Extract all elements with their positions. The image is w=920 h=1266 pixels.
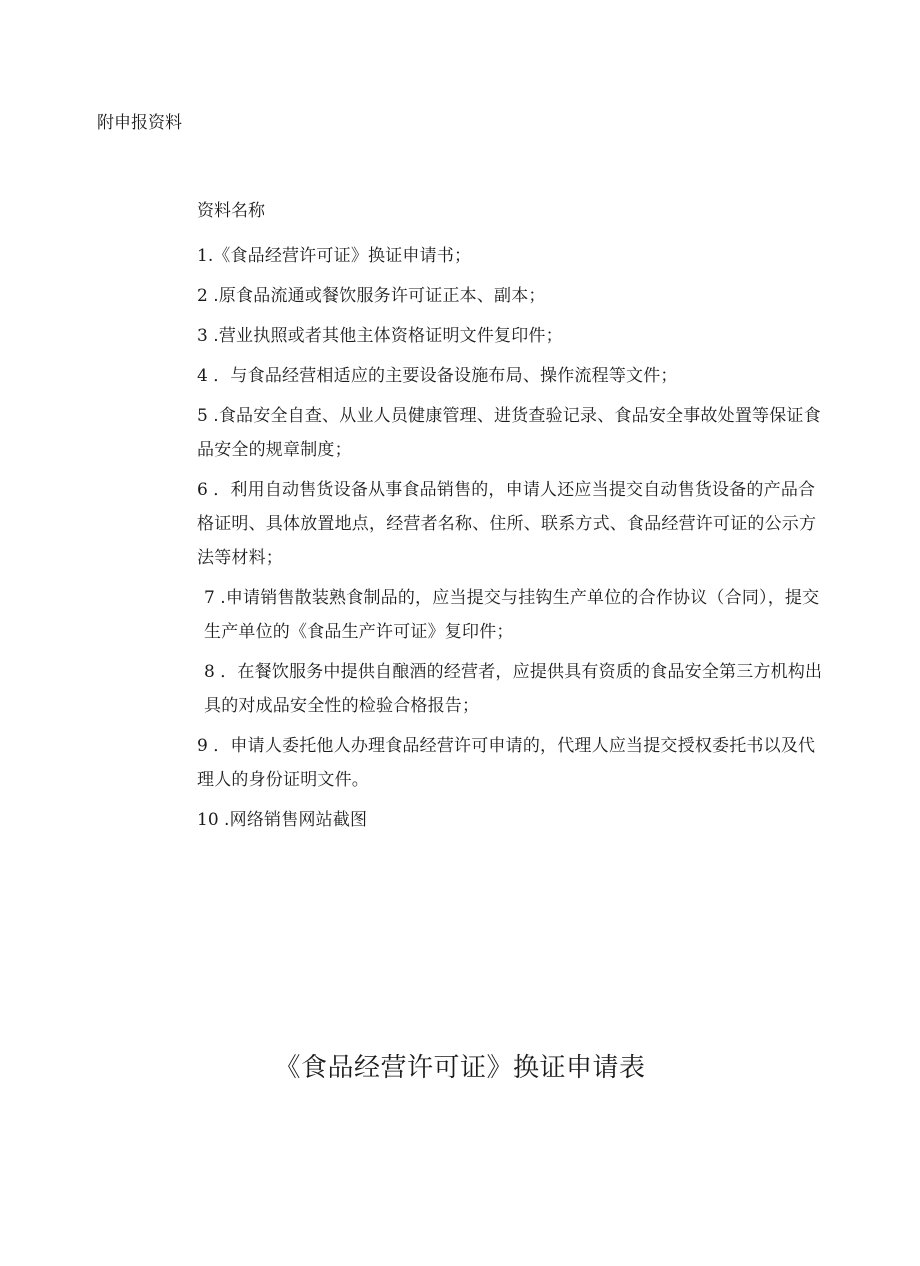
item-text: .申请销售散装熟食制品的，应当提交与挂钩生产单位的合作协议（合同），提交生产单位的《食品生产许可证》复印件； [204,588,820,642]
list-item [197,803,823,837]
item-text: .营业执照或者其他主体资格证明文件复印件； [213,326,563,346]
materials-list [197,197,823,843]
list-item [197,319,823,353]
list-item [197,729,823,797]
item-number: 6 [197,480,214,500]
list-item [197,279,823,313]
item-text: ．申请人委托他人办理食品经营许可申请的，代理人应当提交授权委托书以及代理人的身份证明文件。 [197,736,816,790]
list-item [197,655,823,723]
item-number: 7 [204,588,221,608]
attachment-heading: 附申报资料 [97,113,182,133]
item-number: 4 [197,366,214,386]
item-text: .网络销售网站截图 [224,810,368,830]
item-text: ．在餐饮服务中提供自酿酒的经营者，应提供具有资质的食品安全第三方机构出具的对成品安全性的检验合格报告； [204,662,823,716]
item-text: ．与食品经营相适应的主要设备设施布局、操作流程等文件； [213,366,678,386]
list-item [197,473,823,575]
item-number: 5 [197,406,214,426]
item-number: 3 [197,326,214,346]
form-title: 《食品经营许可证》换证申请表 [274,1053,646,1083]
item-number: 9 [197,736,214,756]
item-number: 1. [197,246,214,266]
item-text: ．利用自动售货设备从事食品销售的，申请人还应当提交自动售货设备的产品合格证明、具体放置地点，经营者名称、住所、联系方式、食品经营许可证的公示方法等材料； [197,480,817,568]
item-number: 8 [204,662,221,682]
list-item [197,581,823,649]
list-item [197,359,823,393]
item-text: 《食品经营许可证》换证申请书； [213,246,472,266]
item-number: 10 [197,810,225,830]
list-header: 资料名称 [197,201,265,221]
item-text: .食品安全自查、从业人员健康管理、进货查验记录、食品安全事故处置等保证食品安全的规章制度； [197,406,821,460]
item-text: .原食品流通或餐饮服务许可证正本、副本； [213,286,546,306]
item-number: 2 [197,286,214,306]
list-item [197,399,823,467]
list-item [197,239,823,273]
